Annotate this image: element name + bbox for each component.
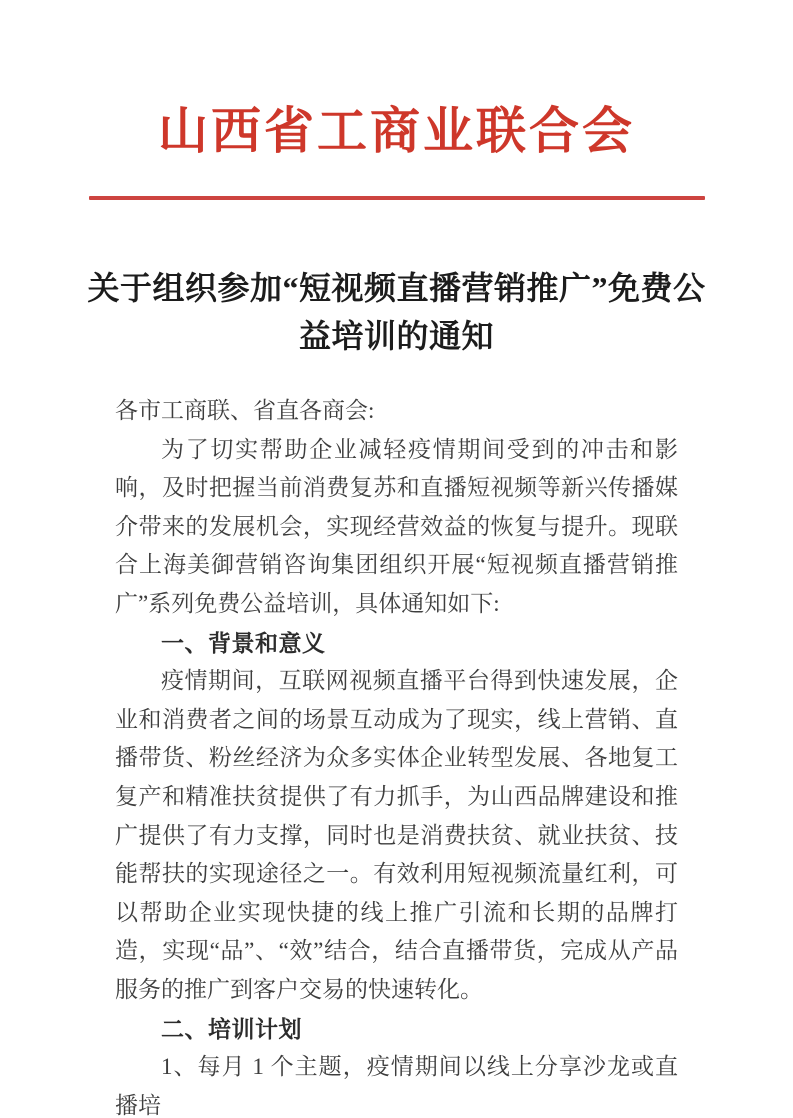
body-paragraph: 1、每月 1 个主题，疫情期间以线上分享沙龙或直播培 [115, 1054, 678, 1118]
letterhead-divider [89, 196, 705, 200]
body-paragraph: 疫情期间，互联网视频直播平台得到快速发展，企业和消费者之间的场景互动成为了现实，线上营销、直播带货、粉丝经济为众多实体企业转型发展、各地复工复产和精准扶贫提供了有力抓手，为山西品牌建设和推广提供了有力支撑，同时也是消费扶贫、就业扶贫、技能帮扶的实现途径之一。有效利用短视频流量红利，可以帮助企业实现快捷的线上推广引流和长期的品牌打造，实现“品”、“效”结合，结合直播带货，完成从产品服务的推广到客户交易的快速转化。 [115, 668, 678, 1002]
letterhead [0, 0, 793, 200]
body-paragraph: 为了切实帮助企业减轻疫情期间受到的冲击和影响，及时把握当前消费复苏和直播短视频等新兴传播媒介带来的发展机会，实现经营效益的恢复与提升。现联合上海美御营销咨询集团组织开展“短视频直播营销推广”系列免费公益培训，具体通知如下: [115, 436, 678, 616]
section-heading: 一、背景和意义 [161, 629, 326, 656]
document-title: 关于组织参加“短视频直播营销推广”免费公益培训的通知 [87, 270, 706, 354]
letterhead-org-name: 山西省工商业联合会 [158, 103, 635, 159]
section-heading: 二、培训计划 [161, 1015, 302, 1042]
paragraph-container [115, 431, 678, 1118]
salutation: 各市工商联、省直各商会: [115, 398, 375, 423]
document-body [115, 392, 678, 1118]
